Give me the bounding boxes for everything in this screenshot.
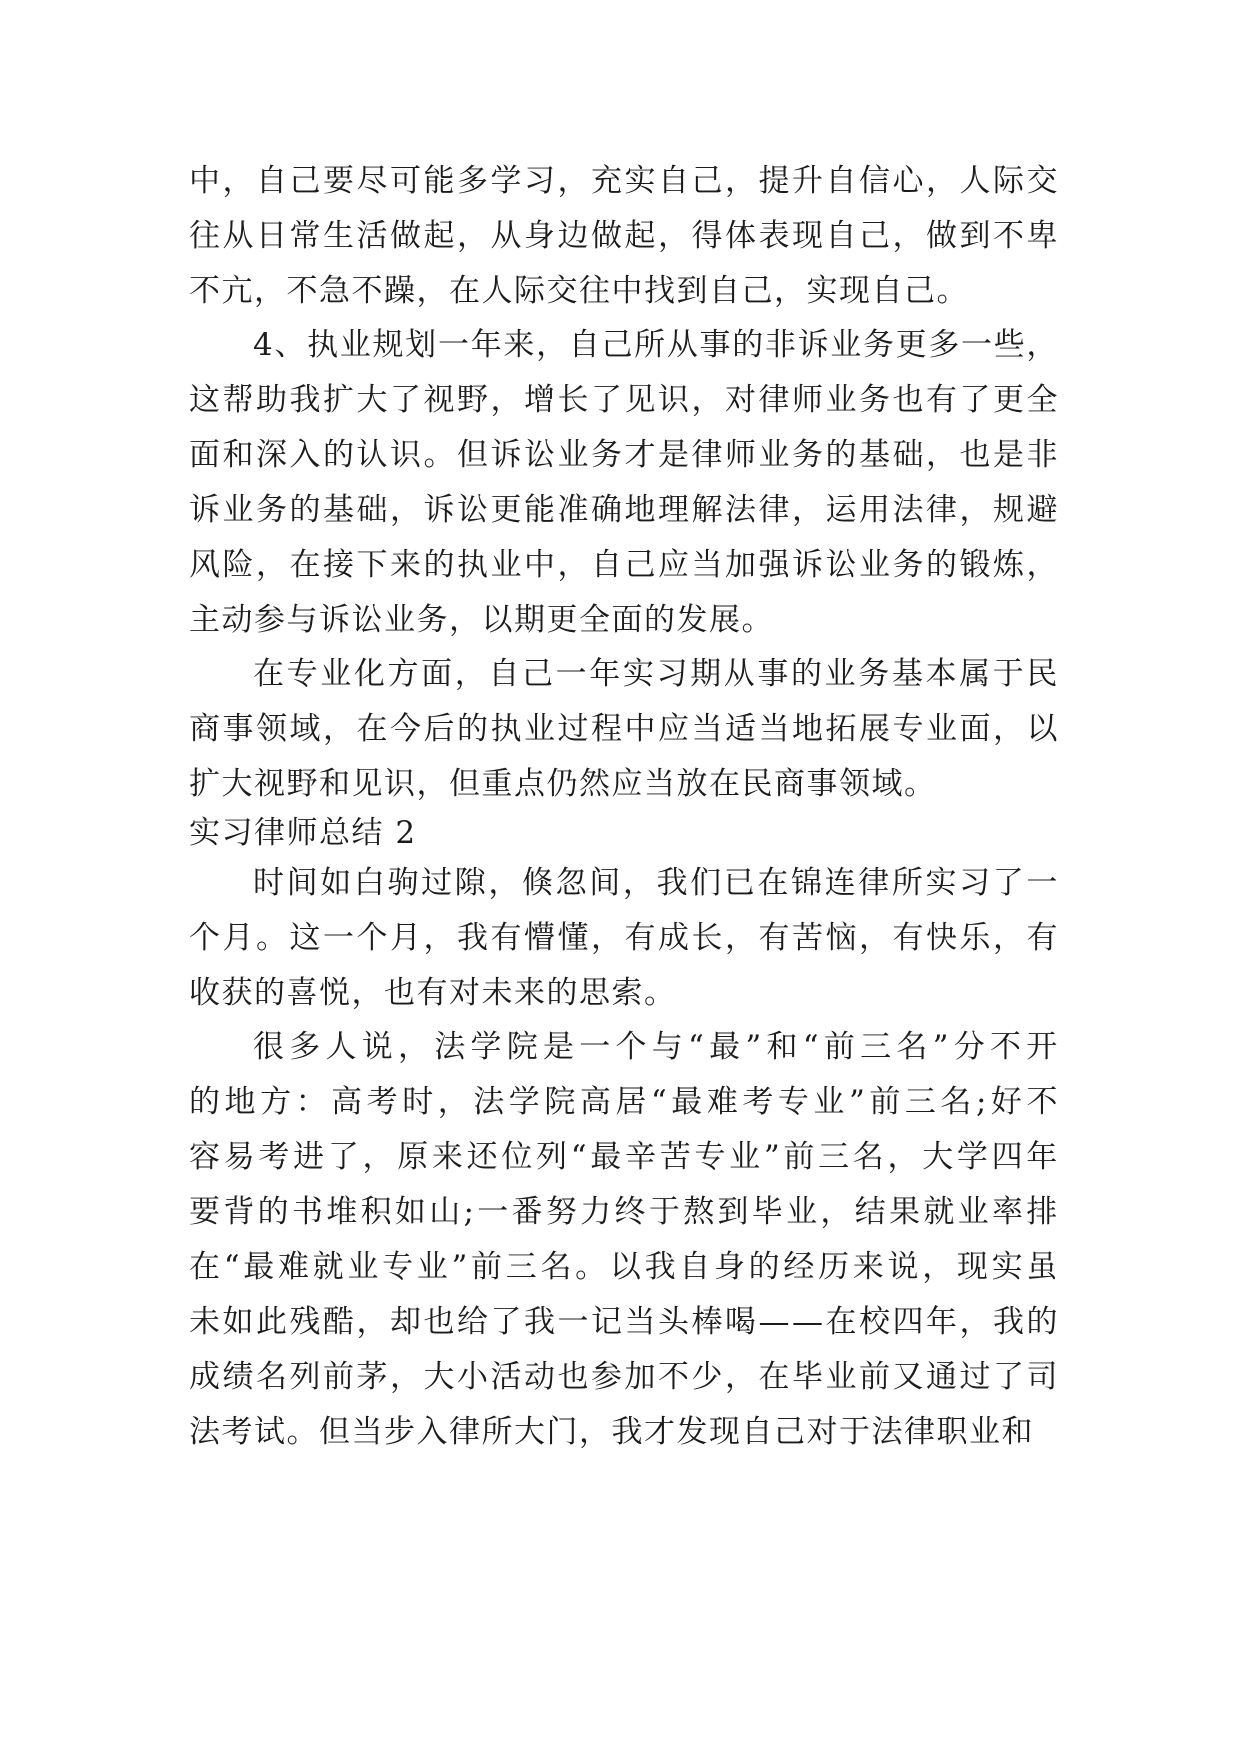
text-line: 面 和 深 入 的 认 识 。 但 诉 讼 业 务 才 是 律 师 业 务 的 基 础 ， 也 是 非 xyxy=(189,437,1059,473)
text-line: 的 地 方 ： 高 考 时 ， 法 学 院 高 居 “ 最 难 考 专 业 ” 前 三 名 ; 好 不 xyxy=(189,1084,1059,1120)
text-line: 容 易 考 进 了 ， 原 来 还 位 列 “ 最 辛 苦 专 业 ” 前 三 名 ， 大 学 四 年 xyxy=(189,1139,1059,1175)
text-line: 很 多 人 说 ， 法 学 院 是 一 个 与 “ 最 ” 和 “ 前 三 名 ” 分 不 开 xyxy=(253,1029,1059,1065)
text-line: 个 月 。 这 一 个 月 ， 我 有 懵 懂 ， 有 成 长 ， 有 苦 恼 ， 有 快 乐 ， 有 xyxy=(189,920,1059,956)
text-line: 不亢，不急不躁，在人际交往中找到自己，实现自己。 xyxy=(189,273,969,309)
text-line: 成 绩 名 列 前 茅 ， 大 小 活 动 也 参 加 不 少 ， 在 毕 业 前 又 通 过 了 司 xyxy=(189,1359,1059,1395)
text-line: 在 “ 最 难 就 业 专 业 ” 前 三 名 。 以 我 自 身 的 经 历 来 说 ， 现 实 虽 xyxy=(189,1249,1059,1285)
text-line: 4 、 执 业 规 划 一 年 来 ， 自 己 所 从 事 的 非 诉 业 务 更 多 一 些 ， xyxy=(253,327,1059,363)
text-line: 收获的喜悦，也有对未来的思索。 xyxy=(189,975,677,1011)
text-line: 中 ， 自 己 要 尽 可 能 多 学 习 ， 充 实 自 己 ， 提 升 自 信 心 ， 人 际 交 xyxy=(189,163,1059,199)
text-line: 这 帮 助 我 扩 大 了 视 野 ， 增 长 了 见 识 ， 对 律 师 业 务 也 有 了 更 全 xyxy=(189,382,1059,418)
text-line: 主动参与诉讼业务，以期更全面的发展。 xyxy=(189,602,774,638)
text-line: 未 如 此 残 酷 ， 却 也 给 了 我 一 记 当 头 棒 喝 — — 在 校 四 年 ， 我 的 xyxy=(189,1304,1059,1340)
text-line: 往 从 日 常 生 活 做 起 ， 从 身 边 做 起 ， 得 体 表 现 自 己 ， 做 到 不 卑 xyxy=(189,218,1059,254)
text-line: 扩大视野和见识，但重点仍然应当放在民商事领域。 xyxy=(189,766,937,802)
text-line: 商 事 领 域 ， 在 今 后 的 执 业 过 程 中 应 当 适 当 地 拓 展 专 业 面 ， 以 xyxy=(189,711,1059,747)
text-line: 时 间 如 白 驹 过 隙 ， 倏 忽 间 ， 我 们 已 在 锦 连 律 所 实 习 了 一 xyxy=(253,865,1059,901)
text-line: 在 专 业 化 方 面 ， 自 己 一 年 实 习 期 从 事 的 业 务 基 本 属 于 民 xyxy=(253,656,1059,692)
text-line: 法考试。但当步入律所大门，我才发现自己对于法律职业和 xyxy=(189,1414,1034,1450)
heading-text: 实习律师总结 2 xyxy=(189,815,417,851)
text-line: 风 险 ， 在 接 下 来 的 执 业 中 ， 自 己 应 当 加 强 诉 讼 业 务 的 锻 炼 ， xyxy=(189,547,1059,583)
text-line: 诉 业 务 的 基 础 ， 诉 讼 更 能 准 确 地 理 解 法 律 ， 运 用 法 律 ， 规 避 xyxy=(189,492,1059,528)
text-line: 要 背 的 书 堆 积 如 山 ; 一 番 努 力 终 于 熬 到 毕 业 ， 结 果 就 业 率 排 xyxy=(189,1194,1059,1230)
